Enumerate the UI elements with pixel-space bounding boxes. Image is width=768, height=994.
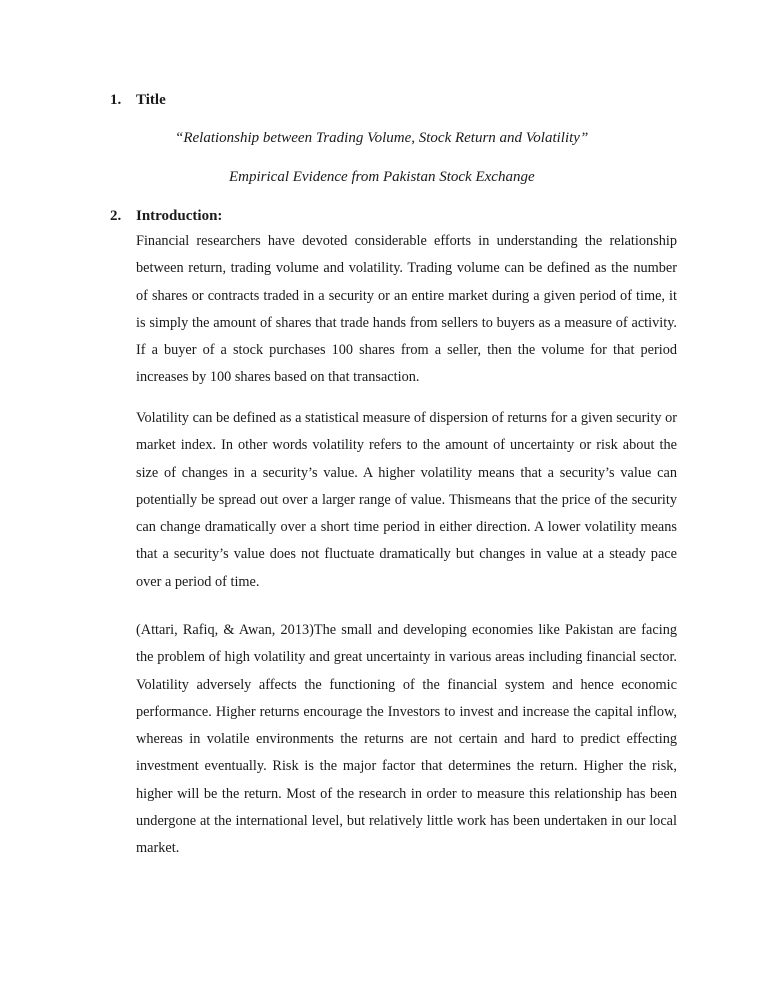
section-2-label: Introduction:: [136, 208, 223, 224]
intro-paragraph-1: Financial researchers have devoted considerable efforts in understanding the relationship between return, trading volume and volatility. Trading volume can be defined as the number of shares or contracts traded in a security or an entire market during a given period of time, it is simply the amount of shares that trade hands from sellers to buyers as a measure of activity. If a buyer of a stock purchases 100 shares from a seller, then the volume for that period increases by 100 shares based on that transaction.: [136, 233, 677, 386]
paper-title: “Relationship between Trading Volume, Stock Return and Volatility”: [175, 130, 589, 146]
section-2-number: 2.: [110, 208, 122, 224]
intro-paragraph-2: Volatility can be defined as a statistical measure of dispersion of returns for a given security or market index. In other words volatility refers to the amount of uncertainty or risk about the size of changes in a security’s value. A higher volatility means that a security’s value can potentially be spread out over a larger range of value. Thismeans that the price of the security can change dramatically over a short time period in either direction. A lower volatility means that a security’s value does not fluctuate dramatically but changes in value at a steady pace over a period of time.: [136, 410, 677, 590]
section-1-heading: [110, 91, 166, 109]
intro-paragraph-3: (Attari, Rafiq, & Awan, 2013)The small and developing economies like Pakistan are facing the problem of high volatility and great uncertainty in various areas including financial sector. Volatility adversely affects the functioning of the financial system and hence economic performance. Higher returns encourage the Investors to invest and increase the capital inflow, whereas in volatile environments the returns are not certain and hard to predict effecting investment eventually. Risk is the major factor that determines the return. Higher the risk, higher will be the return. Most of the research in order to measure this relationship has been undergone at the international level, but relatively little work has been undertaken in our local market.: [136, 622, 677, 857]
paper-subtitle: Empirical Evidence from Pakistan Stock Exchange: [229, 169, 535, 185]
section-2-heading: [110, 207, 222, 225]
section-1-number: 1.: [110, 92, 122, 108]
section-1-label: Title: [136, 92, 166, 108]
